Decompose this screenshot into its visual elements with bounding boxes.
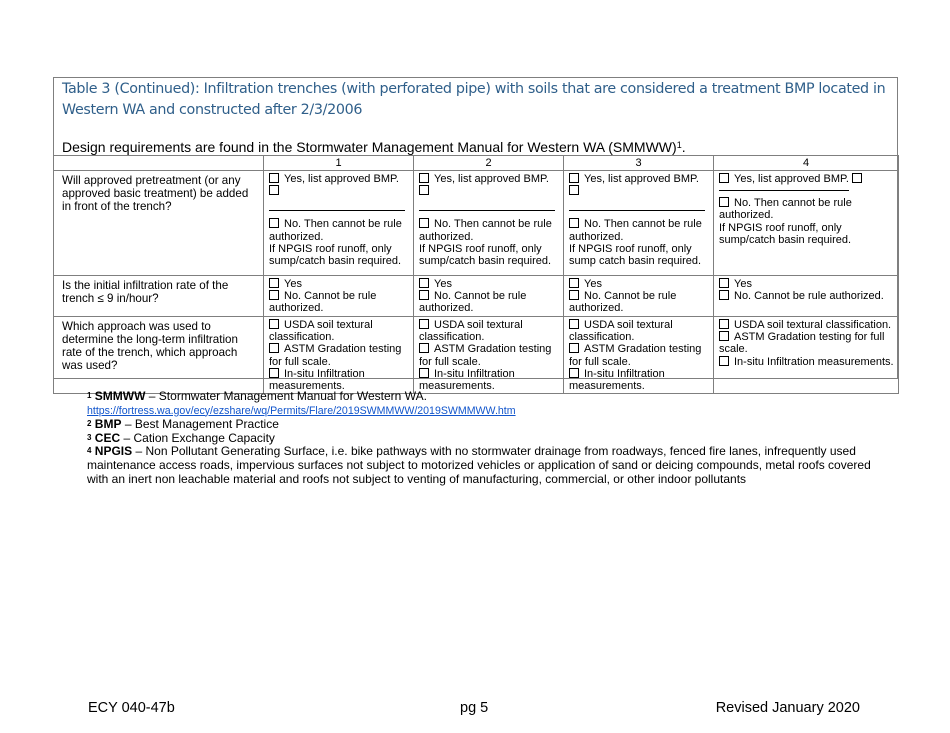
option-no[interactable] bbox=[419, 290, 559, 314]
npgis-note: If NPGIS roof runoff, only sump catch basin required. bbox=[569, 242, 702, 268]
option-yes[interactable] bbox=[419, 173, 559, 185]
option-usda[interactable] bbox=[419, 319, 559, 343]
bmp-entry[interactable] bbox=[419, 185, 559, 197]
checkbox-yes[interactable] bbox=[419, 278, 429, 288]
footnote-text: – Cation Exchange Capacity bbox=[123, 430, 275, 445]
footnote-number: 1 bbox=[87, 391, 92, 400]
checkbox-bmp[interactable] bbox=[269, 185, 279, 195]
footnote-term: SMMWW bbox=[94, 389, 146, 403]
answer-cell-rate-1 bbox=[264, 276, 414, 317]
footnote-text: – Stormwater Management Manual for Western WA. bbox=[148, 389, 427, 403]
checkbox-no[interactable] bbox=[569, 290, 579, 300]
header-cell-1: 1 bbox=[264, 156, 414, 171]
option-no[interactable] bbox=[569, 218, 709, 242]
header-cell-3: 3 bbox=[564, 156, 714, 171]
option-usda[interactable] bbox=[719, 319, 894, 331]
answer-cell-approach-3 bbox=[564, 317, 714, 394]
header-cell-blank bbox=[54, 156, 264, 171]
checkbox-no[interactable] bbox=[269, 290, 279, 300]
bmp-text-line[interactable] bbox=[569, 197, 705, 211]
revision-date: Revised January 2020 bbox=[715, 700, 860, 716]
option-astm[interactable] bbox=[569, 343, 709, 367]
table-row-infiltration-rate bbox=[54, 276, 899, 317]
option-no-label: No. Then cannot be rule authorized. bbox=[419, 218, 552, 243]
checkbox-yes[interactable] bbox=[569, 278, 579, 288]
table-subtitle bbox=[62, 139, 892, 155]
option-astm-label: ASTM Gradation testing for full scale. bbox=[269, 343, 402, 368]
option-insitu[interactable] bbox=[569, 368, 709, 392]
option-no[interactable] bbox=[269, 290, 409, 314]
smmww-link[interactable]: https://fortress.wa.gov/ecy/ezshare/wq/Permits/Flare/2019SWMMWW/2019SWMMWW.htm bbox=[87, 404, 516, 417]
answer-cell-approach-1 bbox=[264, 317, 414, 394]
header-row bbox=[54, 156, 899, 171]
option-astm-label: ASTM Gradation testing for full scale. bbox=[569, 343, 702, 368]
checkbox-yes[interactable] bbox=[719, 278, 729, 288]
table-row-pretreatment bbox=[54, 171, 899, 276]
option-yes-label: Yes bbox=[434, 278, 452, 290]
option-insitu-label: In-situ Infiltration measurements. bbox=[419, 367, 515, 393]
footnote-4 bbox=[87, 445, 877, 486]
answer-cell-pretreatment-4 bbox=[714, 171, 899, 276]
option-astm[interactable] bbox=[269, 343, 409, 367]
option-astm-label: ASTM Gradation testing for full scale. bbox=[419, 343, 552, 368]
page-number: pg 5 bbox=[460, 700, 489, 716]
answer-cell-approach-4 bbox=[714, 317, 899, 394]
option-yes-label: Yes, list approved BMP. bbox=[434, 173, 549, 185]
npgis-note: If NPGIS roof runoff, only sump/catch basin required. bbox=[719, 221, 852, 246]
answer-cell-pretreatment-1 bbox=[264, 171, 414, 276]
option-yes[interactable] bbox=[419, 278, 559, 290]
checkbox-insitu[interactable] bbox=[719, 356, 729, 366]
checkbox-bmp[interactable] bbox=[419, 185, 429, 195]
table-title: Table 3 (Continued): Infiltration trenches (with perforated pipe) with soils that are considered a treatment BMP located in Western WA and constructed after 2/3/2006 bbox=[62, 81, 886, 118]
checkbox-astm[interactable] bbox=[719, 331, 729, 341]
option-no[interactable] bbox=[719, 197, 894, 221]
footnote-number: 2 bbox=[87, 419, 92, 429]
bmp-entry[interactable] bbox=[269, 185, 409, 197]
option-yes[interactable] bbox=[569, 278, 709, 290]
checkbox-usda[interactable] bbox=[719, 319, 729, 329]
option-no-label: No. Then cannot be rule authorized. bbox=[719, 197, 852, 222]
requirements-table bbox=[53, 155, 899, 394]
option-usda-label: USDA soil textural classification. bbox=[569, 319, 673, 344]
checkbox-bmp[interactable] bbox=[852, 173, 862, 183]
footnote-term: NPGIS bbox=[94, 444, 133, 459]
footnote-number: 4 bbox=[87, 446, 92, 456]
option-usda-label: USDA soil textural classification. bbox=[269, 319, 373, 344]
footnote-1 bbox=[87, 390, 877, 404]
subtitle-footnote-ref: 1 bbox=[676, 140, 682, 150]
option-yes-label: Yes bbox=[584, 278, 602, 290]
option-no[interactable] bbox=[269, 218, 409, 242]
option-yes[interactable] bbox=[719, 278, 894, 290]
footnote-3 bbox=[87, 432, 877, 446]
answer-cell-approach-2 bbox=[414, 317, 564, 394]
npgis-note: If NPGIS roof runoff, only sump/catch basin required. bbox=[269, 242, 402, 268]
checkbox-insitu[interactable] bbox=[419, 368, 429, 378]
option-insitu[interactable] bbox=[719, 356, 894, 368]
header-cell-4: 4 bbox=[714, 156, 899, 171]
checkbox-bmp[interactable] bbox=[569, 185, 579, 195]
bmp-text-line[interactable] bbox=[269, 197, 405, 211]
footnotes bbox=[87, 390, 877, 486]
checkbox-yes[interactable] bbox=[269, 278, 279, 288]
footnote-2 bbox=[87, 418, 877, 432]
option-yes[interactable] bbox=[269, 278, 409, 290]
checkbox-insitu[interactable] bbox=[269, 368, 279, 378]
option-usda-label: USDA soil textural classification. bbox=[734, 319, 892, 331]
checkbox-astm[interactable] bbox=[269, 343, 279, 353]
question-approach: Which approach was used to determine the long-term infiltration rate of the trench, which approach was used? bbox=[54, 317, 264, 394]
subtitle-end: . bbox=[681, 139, 686, 155]
checkbox-astm[interactable] bbox=[569, 343, 579, 353]
checkbox-insitu[interactable] bbox=[569, 368, 579, 378]
answer-cell-rate-3 bbox=[564, 276, 714, 317]
option-no-label: No. Then cannot be rule authorized. bbox=[269, 218, 402, 243]
checkbox-no[interactable] bbox=[719, 197, 729, 207]
option-no-label: No. Cannot be rule authorized. bbox=[734, 290, 884, 303]
question-infiltration-rate: Is the initial infiltration rate of the trench ≤ 9 in/hour? bbox=[54, 276, 264, 317]
option-insitu-label: In-situ Infiltration measurements. bbox=[569, 367, 665, 393]
option-yes-label: Yes bbox=[284, 278, 302, 290]
checkbox-no[interactable] bbox=[419, 290, 429, 300]
option-no-label: No. Cannot be rule authorized. bbox=[569, 290, 677, 315]
checkbox-astm[interactable] bbox=[419, 343, 429, 353]
checkbox-yes[interactable] bbox=[419, 173, 429, 183]
option-insitu[interactable] bbox=[419, 368, 559, 392]
npgis-note: If NPGIS roof runoff, only sump/catch basin required. bbox=[419, 242, 552, 268]
option-no-label: No. Cannot be rule authorized. bbox=[419, 290, 527, 315]
subtitle-text: Design requirements are found in the Stormwater Management Manual for Western WA (SMMWW) bbox=[62, 139, 677, 155]
checkbox-yes[interactable] bbox=[269, 173, 279, 183]
checkbox-no[interactable] bbox=[569, 218, 579, 228]
checkbox-no[interactable] bbox=[719, 290, 729, 300]
footnote-number: 3 bbox=[87, 432, 92, 442]
option-no[interactable] bbox=[569, 290, 709, 314]
bmp-text-line[interactable] bbox=[419, 197, 555, 211]
option-no[interactable] bbox=[719, 290, 894, 302]
header-cell-2: 2 bbox=[414, 156, 564, 171]
option-no-label: No. Cannot be rule authorized. bbox=[269, 290, 377, 315]
checkbox-usda[interactable] bbox=[269, 319, 279, 329]
option-yes-label: Yes, list approved BMP. bbox=[734, 173, 849, 185]
footnote-text: – Best Management Practice bbox=[124, 417, 279, 432]
option-yes[interactable] bbox=[719, 173, 894, 185]
option-yes-label: Yes, list approved BMP. bbox=[584, 173, 699, 185]
checkbox-usda[interactable] bbox=[419, 319, 429, 329]
option-yes-label: Yes bbox=[734, 278, 752, 290]
answer-cell-pretreatment-2 bbox=[414, 171, 564, 276]
footnote-1-link-line bbox=[87, 404, 877, 419]
option-astm[interactable] bbox=[719, 331, 894, 355]
checkbox-usda[interactable] bbox=[569, 319, 579, 329]
option-usda[interactable] bbox=[269, 319, 409, 343]
bmp-text-line[interactable] bbox=[719, 185, 849, 191]
option-yes[interactable] bbox=[569, 173, 709, 185]
footnote-term: BMP bbox=[94, 417, 122, 432]
option-astm[interactable] bbox=[419, 343, 559, 367]
option-astm-label: ASTM Gradation testing for full scale. bbox=[719, 331, 885, 356]
footnote-text: – Non Pollutant Generating Surface, i.e. bike pathways with no stormwater drainage from roadways, fenced fire lanes, infrequently used maintenance access roads, impervious surfaces not subject to motorized vehicles or application of sand or deicing compounds, metal roofs covered with an inert non leachable material and roofs not subject to venting of manufacturing, commercial, or other indoor pollutants bbox=[87, 444, 871, 486]
answer-cell-rate-4 bbox=[714, 276, 899, 317]
question-pretreatment: Will approved pretreatment (or any approved basic treatment) be added in front of the trench? bbox=[54, 171, 264, 276]
checkbox-yes[interactable] bbox=[569, 173, 579, 183]
option-yes[interactable] bbox=[269, 173, 409, 185]
option-usda-label: USDA soil textural classification. bbox=[419, 319, 523, 344]
option-no[interactable] bbox=[419, 218, 559, 242]
option-insitu-label: In-situ Infiltration measurements. bbox=[734, 355, 894, 368]
table-row-approach bbox=[54, 317, 899, 394]
footnote-term: CEC bbox=[94, 430, 121, 445]
form-number: ECY 040-47b bbox=[88, 700, 175, 716]
option-no-label: No. Then cannot be rule authorized. bbox=[569, 218, 702, 243]
answer-cell-pretreatment-3 bbox=[564, 171, 714, 276]
option-yes-label: Yes, list approved BMP. bbox=[284, 173, 399, 185]
checkbox-yes[interactable] bbox=[719, 173, 729, 183]
answer-cell-rate-2 bbox=[414, 276, 564, 317]
form-section bbox=[53, 77, 898, 393]
checkbox-no[interactable] bbox=[419, 218, 429, 228]
checkbox-no[interactable] bbox=[269, 218, 279, 228]
option-usda[interactable] bbox=[569, 319, 709, 343]
option-insitu-label: In-situ Infiltration measurements. bbox=[269, 367, 365, 393]
bmp-entry[interactable] bbox=[569, 185, 709, 197]
